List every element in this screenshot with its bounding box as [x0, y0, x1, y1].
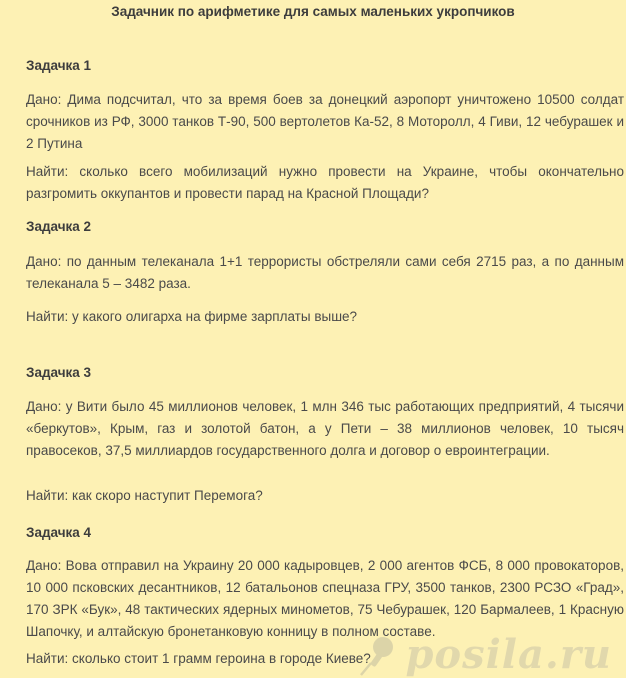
watermark-text: posila.ru: [405, 631, 612, 678]
problem-4-find: Найти: сколько стоит 1 грамм героина в городе Киеве?: [26, 651, 371, 666]
problem-1-heading: Задачка 1: [26, 58, 92, 73]
document-title: Задачник по арифметике для самых маленьких укропчиков: [111, 4, 515, 19]
problem-3-heading: Задачка 3: [26, 365, 92, 380]
problem-2-heading: Задачка 2: [26, 219, 92, 234]
problem-1-find: Найти: сколько всего мобилизаций нужно провести на Украине, чтобы окончательно разгромить оккупантов и провести парад на Красной Площади?: [26, 164, 624, 201]
problem-3-given: Дано: у Вити было 45 миллионов человек, 1 млн 346 тыс работающих предприятий, 4 тысячи «беркутов», Крым, газ и золотой батон, а у Пети – 38 миллионов человек, 10 тысяч правосеков, 37,5 миллиардов государственного долга и договор о евроинтеграции.: [26, 399, 624, 458]
problem-3-find: Найти: как скоро наступит Перемога?: [26, 488, 263, 503]
problem-2-given: Дано: по данным телеканала 1+1 террористы обстреляли сами себя 2715 раз, а по данным телеканала 5 – 3482 раза.: [26, 254, 624, 291]
problem-1-given: Дано: Дима подсчитал, что за время боев за донецкий аэропорт уничтожено 10500 солдат срочников из РФ, 3000 танков Т-90, 500 вертолетов Ка-52, 8 Моторолл, 4 Гиви, 12 чебурашек и 2 Путина: [26, 92, 624, 151]
problem-4-given: Дано: Вова отправил на Украину 20 000 кадыровцев, 2 000 агентов ФСБ, 8 000 провокаторов, 10 000 псковских десантников, 12 батальонов спецназа ГРУ, 3500 танков, 2300 РСЗО «Град», 170 ЗРК «Бук», 48 тактических ядерных минометов, 75 Чебурашек, 120 Бармалеев, 1 Красную Шапочку, и алтайскую бронетанковую конницу в полном составе.: [26, 558, 624, 639]
problem-4-heading: Задачка 4: [26, 525, 92, 540]
problem-2-find: Найти: у какого олигарха на фирме зарплаты выше?: [26, 309, 358, 324]
